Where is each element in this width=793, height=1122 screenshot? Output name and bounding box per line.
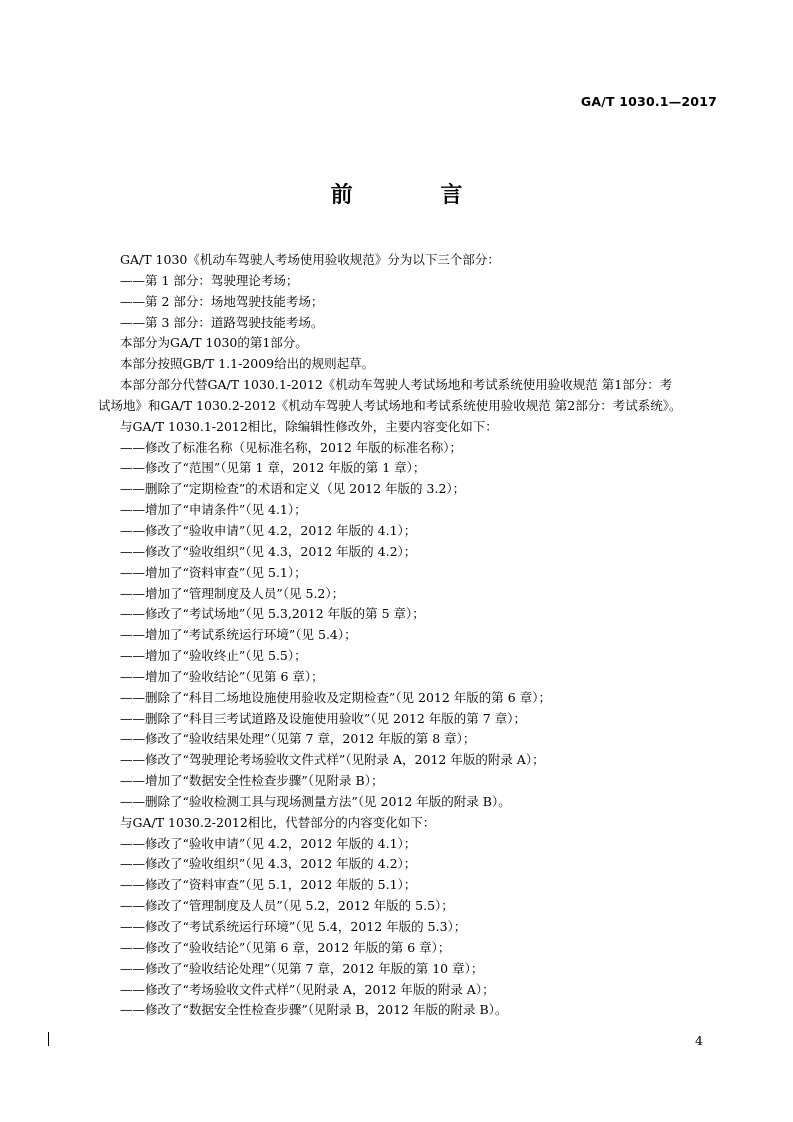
text-line: ——增加了“验收结论”（见第 6 章）； xyxy=(120,668,324,684)
text-line: ——修改了“数据安全性检查步骤”（见附录 B，2012 年版的附录 B）。 xyxy=(120,1002,508,1018)
text-line: 与GA/T 1030.2-2012相比，代替部分的内容变化如下： xyxy=(120,814,436,830)
text-line: ——修改了“考场验收文件式样”（见附录 A，2012 年版的附录 A）； xyxy=(120,981,495,997)
text-line: ——修改了“范围”（见第 1 章，2012 年版的第 1 章）； xyxy=(120,460,426,476)
text-line: ——删除了“科目三考试道路及设施使用验收”（见 2012 年版的第 7 章）； xyxy=(120,710,526,726)
text-line: ——增加了“考试系统运行环境”（见 5.4）； xyxy=(120,627,357,643)
page-title: 前 言 xyxy=(330,183,503,208)
text-line: ——删除了“定期检查”的术语和定义（见 2012 年版的 3.2）； xyxy=(120,481,466,497)
text-line: ——修改了“验收申请”（见 4.2，2012 年版的 4.1）； xyxy=(120,835,417,851)
text-line: GA/T 1030《机动车驾驶人考场使用验收规范》分为以下三个部分： xyxy=(120,252,500,267)
text-line: ——修改了“资料审查”（见 5.1，2012 年版的 5.1）； xyxy=(120,877,417,893)
document-code-header: GA/T 1030.1—2017 xyxy=(580,94,717,109)
foreword-body xyxy=(98,250,720,1021)
text-line: ——增加了“管理制度及人员”（见 5.2）； xyxy=(120,585,345,601)
text-line: 本部分部分代替GA/T 1030.1-2012《机动车驾驶人考试场地和考试系统使用验收规范 第1部分：考 xyxy=(120,377,673,393)
text-line: ——修改了“验收组织”（见 4.3，2012 年版的 4.2）； xyxy=(120,543,417,559)
text-line: 试场地》和GA/T 1030.2-2012《机动车驾驶人考试场地和考试系统使用验收规范 第2部分：考试系统》。 xyxy=(98,397,682,413)
text-line: 本部分按照GB/T 1.1-2009给出的规则起草。 xyxy=(120,356,375,372)
margin-mark xyxy=(48,1032,49,1046)
text-line: 与GA/T 1030.1-2012相比，除编辑性修改外，主要内容变化如下： xyxy=(120,418,498,434)
text-line: ——删除了“科目二场地设施使用验收及定期检查”（见 2012 年版的第 6 章）； xyxy=(120,689,551,705)
text-line: ——增加了“验收终止”（见 5.5）； xyxy=(120,648,307,664)
text-line: ——增加了“资料审查”（见 5.1）； xyxy=(120,564,307,580)
text-line: ——修改了标准名称（见标准名称，2012 年版的标准名称）； xyxy=(120,439,463,455)
text-line: ——修改了“考试场地”（见 5.3,2012 年版的第 5 章）； xyxy=(120,606,425,622)
text-line: ——修改了“考试系统运行环境”（见 5.4，2012 年版的 5.3）； xyxy=(120,919,467,934)
text-line: ——修改了“验收结果处理”（见第 7 章，2012 年版的第 8 章）； xyxy=(120,731,476,747)
text-line: ——修改了“验收申请”（见 4.2，2012 年版的 4.1）； xyxy=(120,522,417,538)
text-line: ——修改了“验收结论处理”（见第 7 章，2012 年版的第 10 章）； xyxy=(120,960,484,976)
text-line: ——增加了“申请条件”（见 4.1）； xyxy=(120,502,307,518)
text-line: ——增加了“数据安全性检查步骤”（见附录 B）； xyxy=(120,773,384,789)
page-number: 4 xyxy=(695,1033,703,1048)
text-line: ——第 1 部分：驾驶理论考场； xyxy=(120,272,299,288)
text-line: ——第 3 部分：道路驾驶技能考场。 xyxy=(120,314,324,330)
text-line: 本部分为GA/T 1030的第1部分。 xyxy=(120,335,308,351)
text-line: ——修改了“验收结论”（见第 6 章，2012 年版的第 6 章）； xyxy=(120,939,451,955)
text-line: ——修改了“管理制度及人员”（见 5.2，2012 年版的 5.5）； xyxy=(120,898,454,914)
text-line: ——第 2 部分：场地驾驶技能考场； xyxy=(120,293,324,309)
text-line: ——修改了“驾驶理论考场验收文件式样”（见附录 A，2012 年版的附录 A）； xyxy=(120,752,545,768)
text-line: ——删除了“验收检测工具与现场测量方法”（见 2012 年版的附录 B）。 xyxy=(120,793,511,809)
text-line: ——修改了“验收组织”（见 4.3，2012 年版的 4.2）； xyxy=(120,856,417,872)
